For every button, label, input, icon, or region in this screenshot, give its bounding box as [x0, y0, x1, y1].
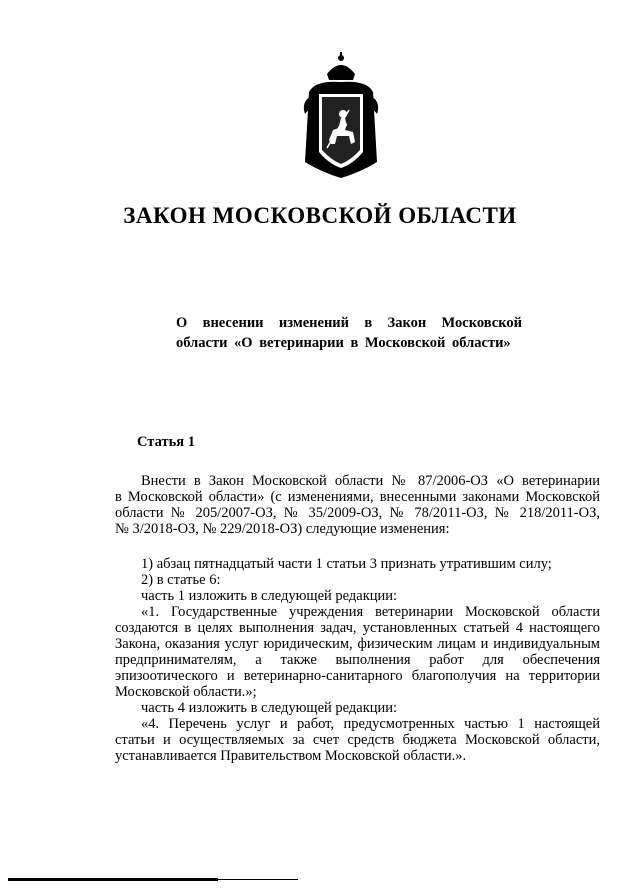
text-line: «4. Перечень услуг и работ, предусмотренных частью 1 настоящей: [141, 716, 600, 732]
text-line: эпизоотического и ветеринарно-санитарного благополучия на территории: [115, 668, 600, 684]
text-line: часть 4 изложить в следующей редакции:: [141, 700, 398, 716]
article-title: Статья 1: [137, 434, 195, 450]
text-line: создаются в целях выполнения задач, установленных статьей 4 настоящего: [115, 620, 600, 636]
law-title: ЗАКОН МОСКОВСКОЙ ОБЛАСТИ: [123, 203, 517, 228]
law-subject: [176, 313, 522, 353]
text-line: Московской области.»;: [115, 684, 257, 700]
text-line: предпринимателям, а также выполнения работ для обеспечения: [115, 652, 600, 668]
text-line: «1. Государственные учреждения ветеринарии Московской области: [141, 604, 600, 620]
text-line: 1) абзац пятнадцатый части 1 статьи 3 признать утратившим силу;: [141, 556, 552, 572]
text-line: устанавливается Правительством Московской области.».: [115, 748, 467, 764]
text-line: в Московской области» (с изменениями, внесенными законами Московской: [115, 489, 600, 505]
text-line: часть 1 изложить в следующей редакции:: [141, 588, 398, 604]
scan-edge-line: [218, 879, 298, 880]
moscow-oblast-coat-of-arms-icon: [291, 52, 391, 182]
article-intro: [115, 473, 600, 537]
text-line: Внести в Закон Московской области № 87/2006-ОЗ «О ветеринарии: [141, 473, 600, 489]
text-line: 2) в статье 6:: [141, 572, 221, 588]
article-items: [115, 556, 600, 764]
subject-line: области «О ветеринарии в Московской области»: [176, 335, 511, 351]
text-line: области № 205/2007-ОЗ, № 35/2009-ОЗ, № 78/2011-ОЗ, № 218/2011-ОЗ,: [115, 505, 600, 521]
subject-line: О внесении изменений в Закон Московской: [176, 315, 522, 331]
scan-edge-line: [8, 878, 218, 881]
text-line: Закона, оказания услуг юридическим, физическим лицам и индивидуальным: [115, 636, 600, 652]
text-line: № 3/2018-ОЗ, № 229/2018-ОЗ) следующие изменения:: [115, 521, 450, 537]
text-line: статьи и осуществляемых за счет средств бюджета Московской области,: [115, 732, 600, 748]
